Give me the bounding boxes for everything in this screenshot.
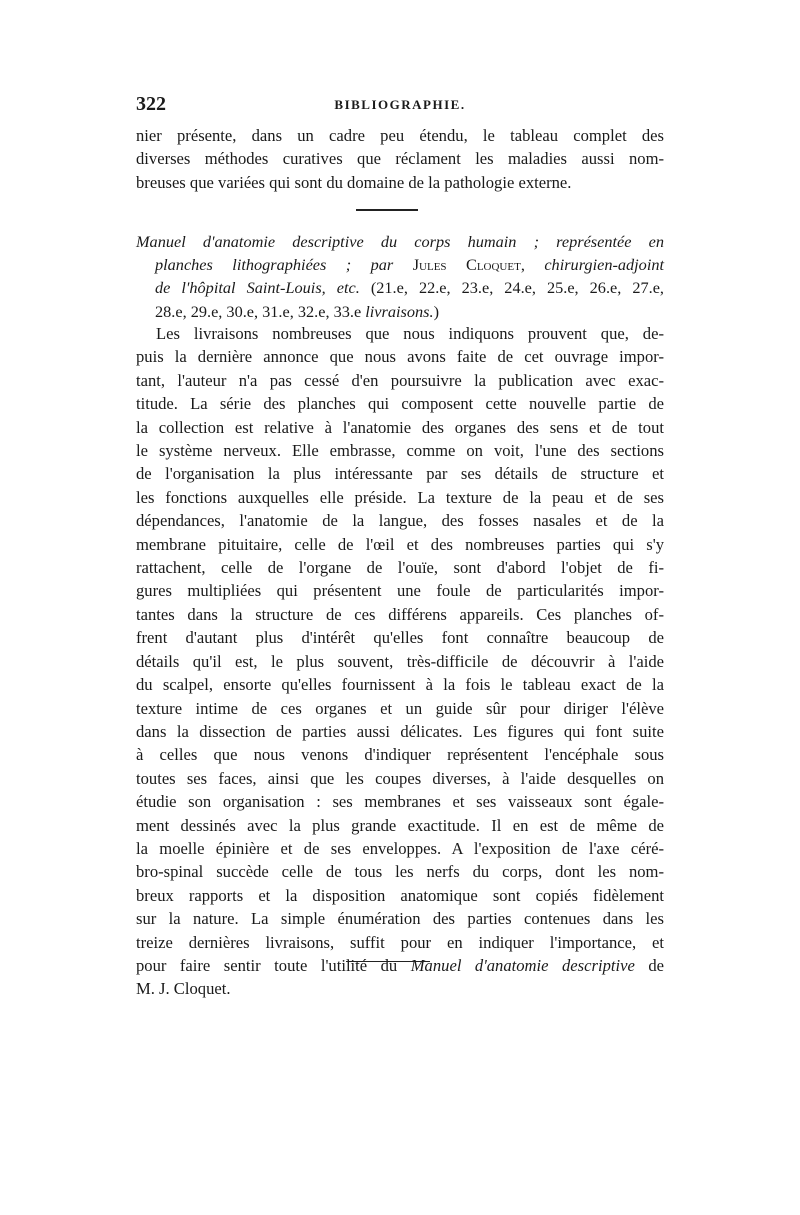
author-name: Jules Cloquet,: [412, 255, 525, 275]
article-heading: [136, 230, 664, 323]
text-line: les fonctions auxquelles elle préside. La texture de la peau et de ses: [136, 487, 664, 507]
text-line: [136, 954, 664, 977]
text-line: Les livraisons nombreuses que nous indiquons prouvent que, de-: [156, 324, 664, 343]
heading-line: Manuel d'anatomie descriptive du corps humain ; représentée en: [136, 232, 664, 251]
text-line: breuses que variées qui sont du domaine de la pathologie externe.: [136, 172, 572, 192]
heading-text: livraisons.: [365, 301, 434, 321]
page-number: 322: [136, 93, 166, 115]
text-line: à celles que nous venons d'indiquer représentent l'encéphale sous: [136, 745, 664, 765]
intro-paragraph: [136, 124, 664, 194]
text-line: tantes dans la structure de ces différens appareils. Ces planches of-: [136, 604, 664, 624]
text-line: M. J. Cloquet.: [136, 979, 231, 999]
text-line: la moelle épinière et de ses enveloppes. A l'exposition de l'axe céré-: [136, 838, 664, 858]
heading-line: [136, 300, 664, 323]
text-line: dépendances, l'anatomie de la langue, des fosses nasales et de la: [136, 511, 664, 531]
heading-line: [136, 253, 664, 276]
text-line: nier présente, dans un cadre peu étendu, le tableau complet des: [136, 126, 664, 145]
section-divider: [356, 209, 418, 211]
text-fragment: de: [648, 955, 664, 975]
heading-text: de l'hôpital Saint-Louis, etc.: [155, 278, 360, 298]
text-line: ment dessinés avec la plus grande exactitude. Il en est de même de: [136, 815, 664, 835]
text-line: dans la dissection de parties aussi délicates. Les figures qui font suite: [136, 721, 664, 741]
page-header: [136, 93, 664, 119]
text-line: titude. La série des planches qui composent cette nouvelle partie de: [136, 394, 664, 414]
text-fragment: pour faire sentir toute l'utilité du: [136, 955, 398, 975]
heading-text: chirurgien-adjoint: [544, 255, 665, 275]
text-line: étudie son organisation : ses membranes et ses vaisseaux sont égale-: [136, 792, 664, 812]
text-line: membrane pituitaire, celle de l'œil et des nombreuses parties qui s'y: [136, 534, 664, 554]
text-line: détails qu'il est, le plus souvent, très-difficile de découvrir à l'aide: [136, 651, 664, 671]
text-line: bro-spinal succède celle de tous les nerfs du corps, dont les nom-: [136, 862, 664, 882]
text-line: frent d'autant plus d'intérêt qu'elles font connaître beaucoup de: [136, 628, 664, 648]
text-line: de l'organisation la plus intéressante par ses détails de structure et: [136, 464, 664, 484]
text-line: le système nerveux. Elle embrasse, comme on voit, l'une des sections: [136, 441, 664, 461]
end-divider: [346, 961, 430, 962]
text-line: puis la dernière annonce que nous avons faite de cet ouvrage impor-: [136, 347, 664, 367]
heading-text: 28.e, 29.e, 30.e, 31.e, 32.e, 33.e: [155, 301, 362, 321]
text-line: sur la nature. La simple énumération des parties contenues dans les: [136, 909, 664, 929]
book-title: Manuel d'anatomie descriptive: [410, 955, 635, 975]
text-line: du scalpel, ensorte qu'elles fournissent à la fois le tableau exact de la: [136, 675, 664, 695]
text-line: rattachent, celle de l'organe de l'ouïe, sont d'abord l'objet de fi-: [136, 558, 664, 578]
running-head: BIBLIOGRAPHIE.: [334, 97, 466, 112]
heading-text: planches lithographiées ; par: [155, 255, 394, 275]
review-body: [136, 322, 664, 1001]
text-line: texture intime de ces organes et un guide sûr pour diriger l'élève: [136, 698, 664, 718]
text-line: diverses méthodes curatives que réclament les maladies aussi nom-: [136, 149, 664, 169]
text-line: tant, l'auteur n'a pas cessé d'en poursuivre la publication avec exac-: [136, 370, 664, 390]
text-line: toutes ses faces, ainsi que les coupes diverses, à l'aide desquelles on: [136, 768, 664, 788]
text-line: treize dernières livraisons, suffit pour en indiquer l'importance, et: [136, 932, 664, 952]
text-line: la collection est relative à l'anatomie des organes des sens et de tout: [136, 417, 664, 437]
text-line: breux rapports et la disposition anatomique sont copiés fidèlement: [136, 885, 664, 905]
text-line: gures multipliées qui présentent une foule de particularités impor-: [136, 581, 664, 601]
heading-text: (21.e, 22.e, 23.e, 24.e, 25.e, 26.e, 27.e,: [370, 278, 664, 298]
heading-text: ): [433, 301, 439, 321]
heading-line: [136, 276, 664, 299]
